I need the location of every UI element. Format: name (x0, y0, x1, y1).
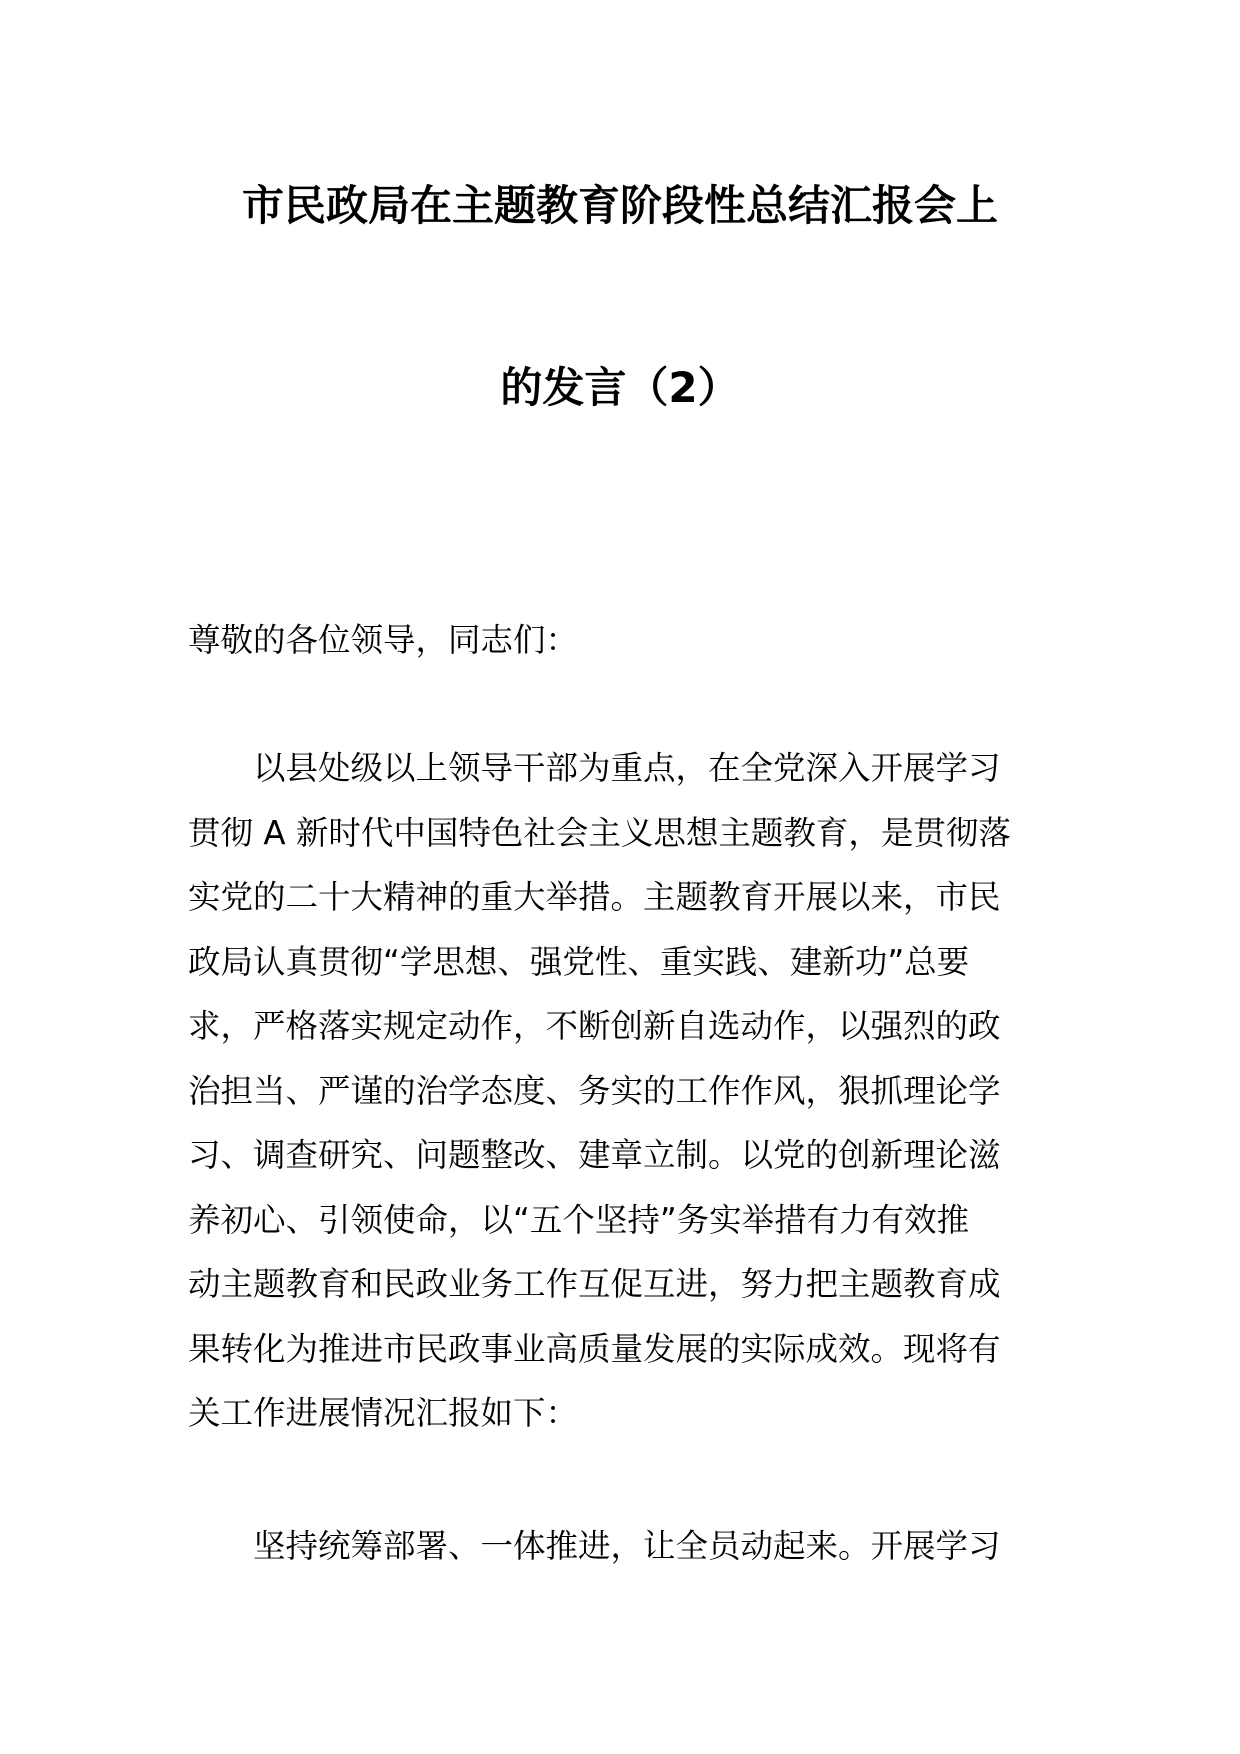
paragraph-1-line: 习、调查研究、问题整改、建章立制。以党的创新理论滋 (188, 1136, 1001, 1174)
paragraph-1-line: 政局认真贯彻“学思想、强党性、重实践、建新功”总要 (188, 942, 970, 981)
document-title-line-2: 的发言（2） (500, 363, 740, 412)
paragraph-1-line: 养初心、引领使命，以“五个坚持”务实举措有力有效推 (188, 1200, 970, 1239)
paragraph-1-line: 贯彻 A 新时代中国特色社会主义思想主题教育，是贯彻落 (188, 813, 1011, 852)
paragraph-1-line: 治担当、严谨的治学态度、务实的工作作风，狠抓理论学 (188, 1071, 1001, 1110)
greeting: 尊敬的各位领导，同志们： (188, 621, 579, 659)
paragraph-1-line: 实党的二十大精神的重大举措。主题教育开展以来，市民 (188, 878, 1001, 916)
document-title-line-1: 市民政局在主题教育阶段性总结汇报会上 (241, 181, 998, 230)
paragraph-1-line: 求，严格落实规定动作，不断创新自选动作，以强烈的政 (188, 1007, 1001, 1045)
paragraph-1-line: 以县处级以上领导干部为重点，在全党深入开展学习 (188, 749, 1001, 787)
paragraph-2 (188, 1514, 1060, 1579)
paragraph-2-line: 坚持统筹部署、一体推进，让全员动起来。开展学习 (188, 1527, 1001, 1565)
paragraph-1-line: 关工作进展情况汇报如下： (188, 1394, 579, 1432)
paragraph-1-line: 果转化为推进市民政事业高质量发展的实际成效。现将有 (188, 1329, 1001, 1368)
paragraph-1 (188, 736, 1060, 1446)
paragraph-1-line: 动主题教育和民政业务工作互促互进，努力把主题教育成 (188, 1265, 1001, 1303)
